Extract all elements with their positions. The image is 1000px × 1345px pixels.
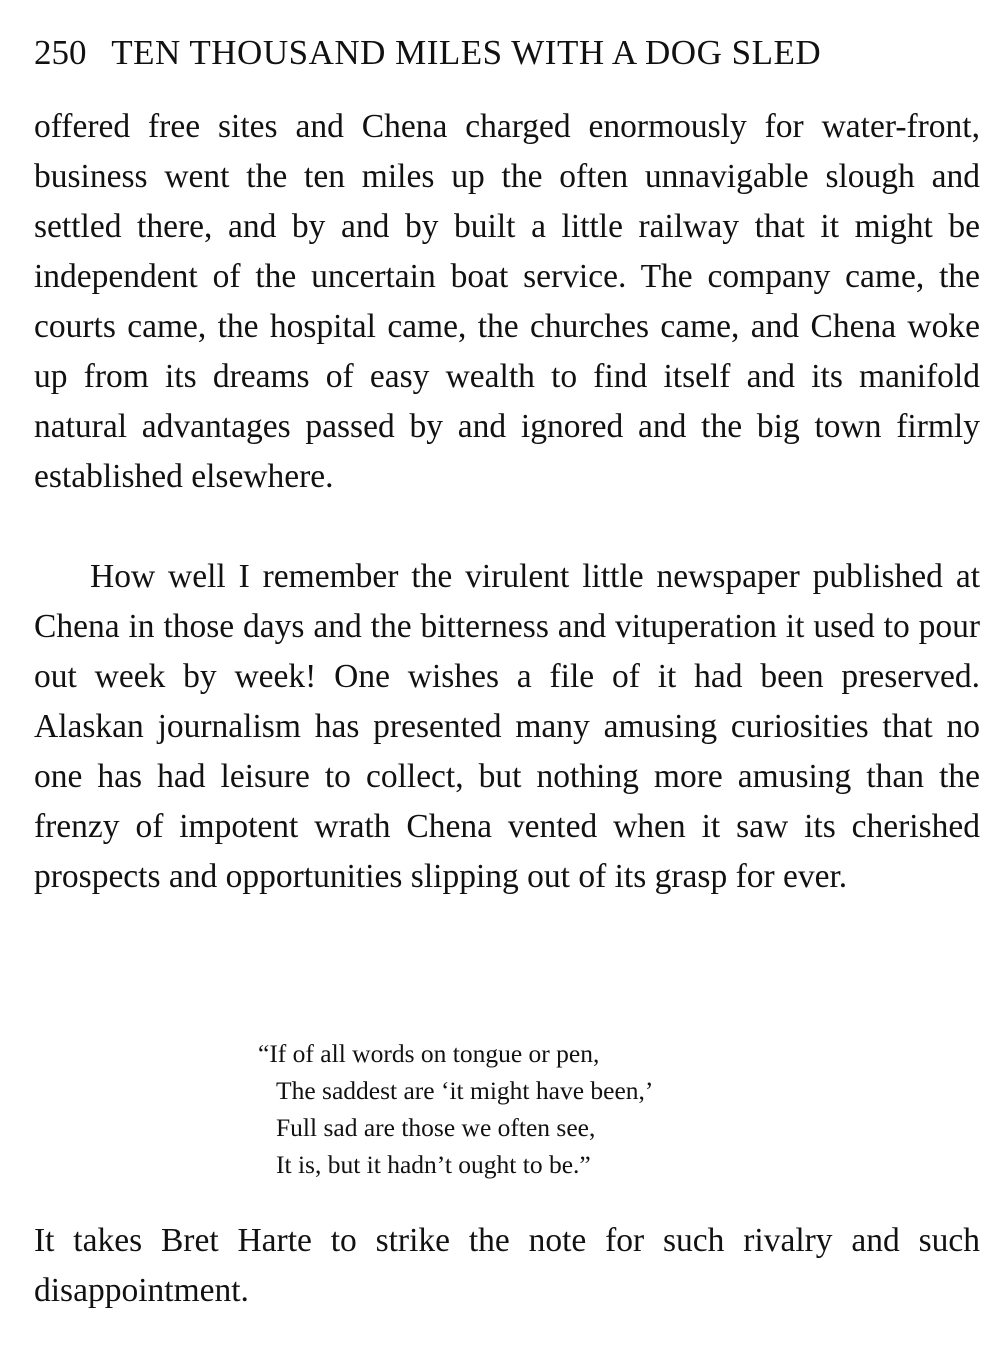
- page-number: 250: [34, 33, 87, 72]
- verse-quotation: [258, 1035, 778, 1183]
- verse-line: Full sad are those we often see,: [276, 1113, 596, 1142]
- running-header: [34, 30, 980, 76]
- paragraph-closing: It takes Bret Harte to strike the note for such rivalry and such disappointment.: [34, 1222, 980, 1309]
- verse-line: It is, but it hadn’t ought to be.”: [276, 1150, 591, 1179]
- paragraph-continuation: offered free sites and Chena charged enormously for water-front, business went the ten miles up the often unnavigable slough and settled there, and by and by built a little railway that it might be independent of the uncertain boat service. The company came, the courts came, the hospital came, the churches came, and Chena woke up from its dreams of easy wealth to find itself and its manifold natural advantages passed by and ignored and the big town firmly established elsewhere.: [34, 108, 980, 495]
- running-title: TEN THOUSAND MILES WITH A DOG SLED: [111, 33, 822, 72]
- paragraph-newspaper: How well I remember the virulent little newspaper published at Chena in those days and the bitterness and vituperation it used to pour out week by week! One wishes a file of it had been preserved. Alaskan journalism has presented many amusing curiosities that no one has had leisure to collect, but nothing more amusing than the frenzy of impotent wrath Chena vented when it saw its cherished prospects and opportunities slipping out of its grasp for ever.: [34, 558, 980, 895]
- verse-line: The saddest are ‘it might have been,’: [276, 1076, 654, 1105]
- verse-line: “If of all words on tongue or pen,: [258, 1039, 600, 1068]
